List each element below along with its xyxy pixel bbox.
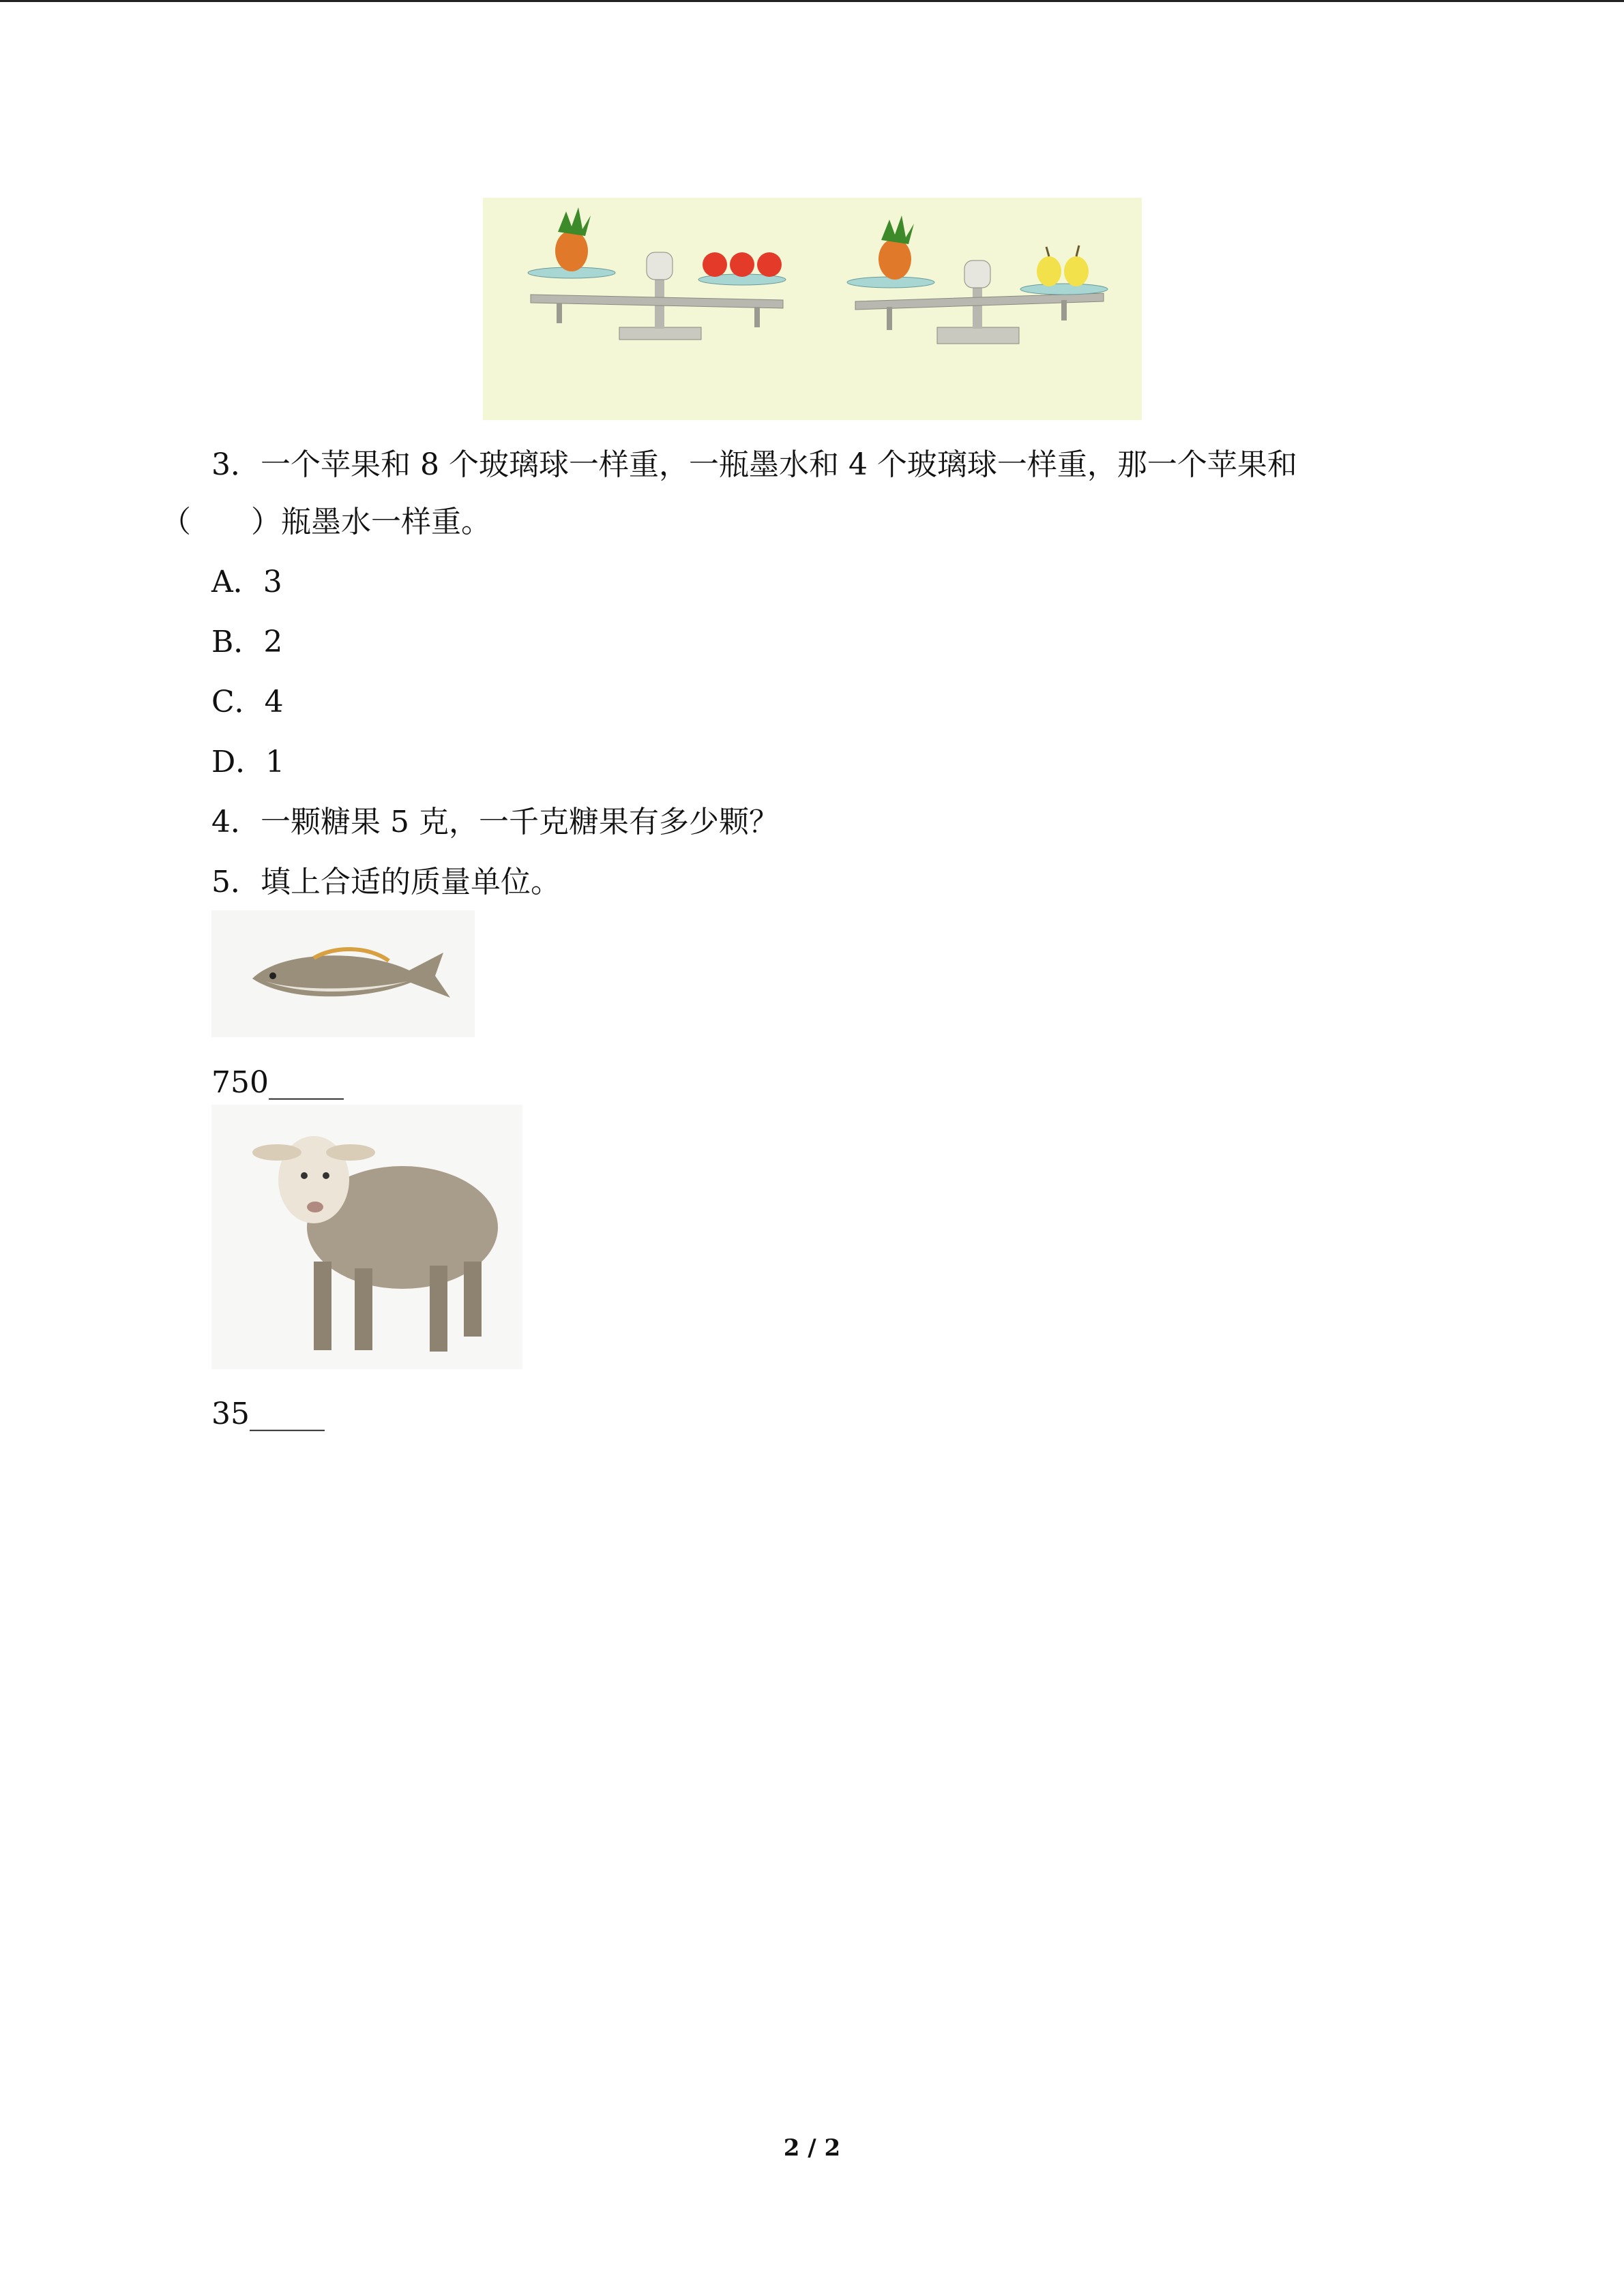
question-4: 4．一颗糖果 5 克，一千克糖果有多少颗？	[211, 805, 779, 839]
option-a: A．3	[211, 565, 282, 599]
fish-image	[211, 910, 475, 1037]
question-5-title: 5．填上合适的质量单位。	[211, 865, 561, 899]
fish-mass-blank[interactable]: 750_____	[211, 1065, 344, 1100]
question-3-line2: （ ）瓶墨水一样重。	[161, 505, 491, 539]
option-c: C．4	[211, 685, 284, 719]
option-b: B．2	[211, 625, 283, 659]
balance-scales-image	[483, 198, 1142, 420]
sheep-image	[211, 1105, 522, 1369]
page-number: 2 / 2	[783, 2134, 841, 2162]
option-d: D．1	[211, 745, 285, 779]
top-border	[0, 0, 1624, 2]
sheep-mass-blank[interactable]: 35_____	[211, 1397, 325, 1431]
question-3-line1: 3．一个苹果和 8 个玻璃球一样重，一瓶墨水和 4 个玻璃球一样重，那一个苹果和	[211, 447, 1297, 482]
